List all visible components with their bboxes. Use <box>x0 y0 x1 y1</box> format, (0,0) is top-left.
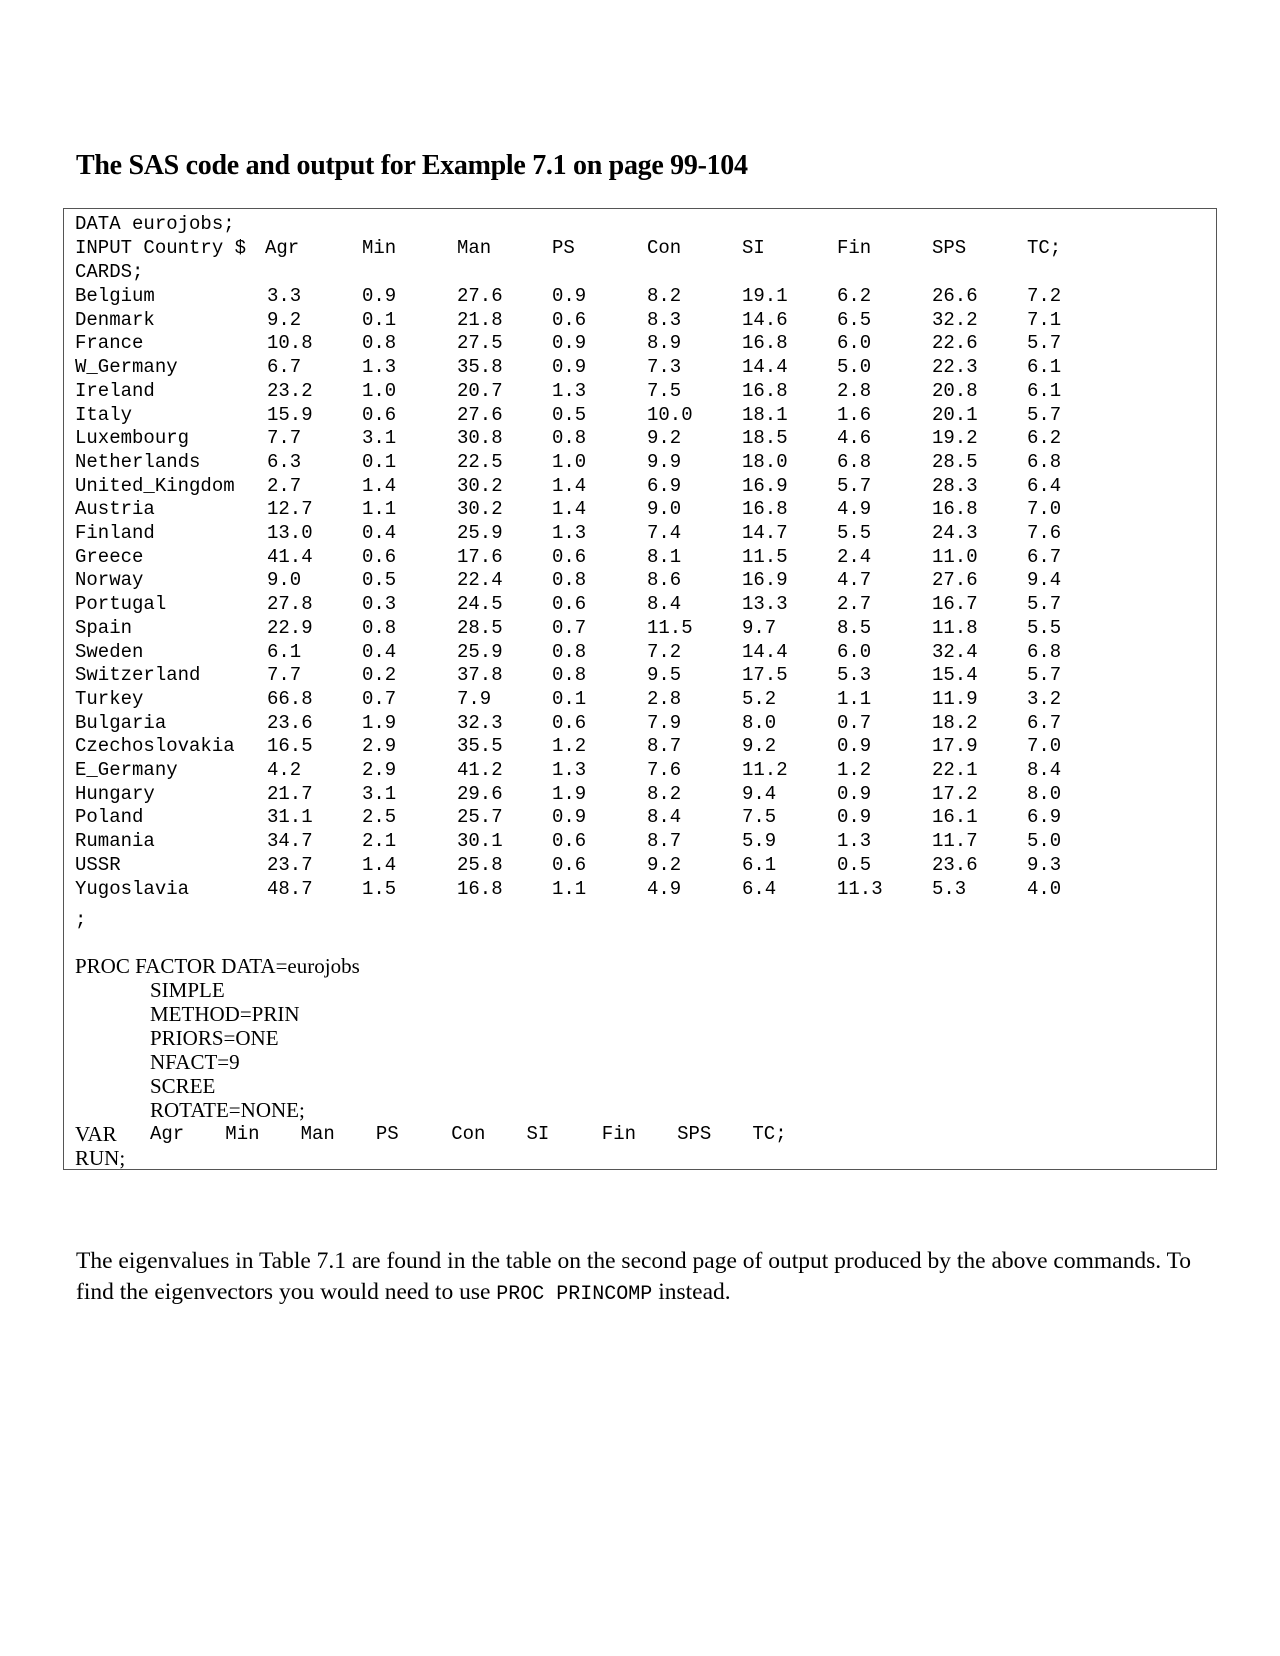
value-cell: 6.1 <box>267 640 302 663</box>
value-cell: 32.4 <box>932 640 978 663</box>
value-cell: 41.2 <box>457 759 503 781</box>
value-cell: 17.2 <box>932 782 978 805</box>
country-cell: Bulgaria <box>75 711 167 734</box>
value-cell: 0.1 <box>362 308 397 331</box>
cards-statement: CARDS; <box>75 261 144 283</box>
value-cell: 11.8 <box>932 616 978 639</box>
value-cell: 8.6 <box>647 569 682 592</box>
input-statement: INPUT Country $ <box>75 237 247 259</box>
value-cell: 22.5 <box>457 450 503 473</box>
proc-option: SIMPLE <box>150 978 225 1002</box>
value-cell: 15.4 <box>932 664 978 687</box>
value-cell: 21.8 <box>457 308 503 331</box>
value-cell: 5.5 <box>837 522 872 544</box>
value-cell: 27.5 <box>457 332 503 355</box>
value-cell: 0.1 <box>362 450 397 473</box>
value-cell: 5.5 <box>1027 616 1062 639</box>
country-cell: E_Germany <box>75 759 178 781</box>
value-cell: 6.3 <box>267 450 302 473</box>
value-cell: 1.3 <box>837 830 872 853</box>
value-cell: 16.8 <box>742 498 788 521</box>
value-cell: 11.5 <box>647 616 693 639</box>
value-cell: 8.4 <box>647 806 682 829</box>
value-cell: 2.8 <box>647 687 682 710</box>
var-variable: PS <box>375 1123 399 1145</box>
input-variable: Agr <box>265 237 300 259</box>
value-cell: 6.8 <box>837 450 872 473</box>
value-cell: 29.6 <box>457 782 503 805</box>
value-cell: 2.9 <box>362 759 397 781</box>
value-cell: 9.0 <box>647 498 682 521</box>
value-cell: 28.5 <box>457 616 503 639</box>
value-cell: 0.7 <box>362 687 397 710</box>
value-cell: 1.4 <box>362 474 397 497</box>
var-variable: SPS <box>677 1123 712 1145</box>
value-cell: 8.7 <box>647 735 682 758</box>
note-text: The eigenvalues in Table 7.1 are found in the table on the second page of output produced by the above commands. To find the eigenvectors you would need to use <box>76 1247 1192 1305</box>
country-cell: United_Kingdom <box>75 474 235 497</box>
value-cell: 24.3 <box>932 522 978 544</box>
value-cell: 28.3 <box>932 474 978 497</box>
value-cell: 10.0 <box>647 403 693 426</box>
value-cell: 8.7 <box>647 830 682 853</box>
value-cell: 3.1 <box>362 782 397 805</box>
value-cell: 7.2 <box>1027 285 1062 307</box>
value-cell: 0.6 <box>552 853 587 876</box>
value-cell: 0.6 <box>552 545 587 568</box>
value-cell: 0.5 <box>837 853 872 876</box>
var-variable: Fin <box>601 1123 637 1145</box>
value-cell: 7.1 <box>1027 308 1062 331</box>
input-variable: SPS <box>932 237 967 259</box>
value-cell: 23.2 <box>267 379 313 402</box>
value-cell: 1.0 <box>552 450 587 473</box>
input-variable: Man <box>457 237 492 259</box>
value-cell: 1.3 <box>552 379 587 402</box>
value-cell: 9.2 <box>647 853 682 876</box>
value-cell: 30.2 <box>457 498 503 521</box>
value-cell: 3.1 <box>362 427 397 450</box>
value-cell: 5.9 <box>742 830 777 853</box>
value-cell: 7.3 <box>647 356 682 379</box>
value-cell: 20.7 <box>457 379 503 402</box>
country-cell: W_Germany <box>75 356 178 379</box>
country-cell: Netherlands <box>75 450 201 473</box>
value-cell: 22.6 <box>932 332 978 355</box>
value-cell: 5.3 <box>932 877 967 900</box>
code-box <box>63 208 1217 1170</box>
value-cell: 0.9 <box>552 806 587 829</box>
value-cell: 13.3 <box>742 593 788 616</box>
value-cell: 27.6 <box>457 285 503 307</box>
value-cell: 9.9 <box>647 450 682 473</box>
value-cell: 4.6 <box>837 427 872 450</box>
value-cell: 1.1 <box>552 877 587 900</box>
country-cell: Ireland <box>75 379 155 402</box>
value-cell: 1.3 <box>552 522 587 544</box>
value-cell: 2.9 <box>362 735 397 758</box>
value-cell: 1.4 <box>362 853 397 876</box>
value-cell: 27.6 <box>932 569 978 592</box>
value-cell: 7.9 <box>647 711 682 734</box>
value-cell: 18.0 <box>742 450 788 473</box>
value-cell: 2.4 <box>837 545 872 568</box>
value-cell: 0.4 <box>362 640 397 663</box>
value-cell: 5.0 <box>1027 830 1062 853</box>
value-cell: 20.8 <box>932 379 978 402</box>
run-statement: RUN; <box>75 1146 126 1170</box>
value-cell: 8.9 <box>647 332 682 355</box>
country-cell: Portugal <box>75 593 167 616</box>
var-variable: SI <box>526 1123 550 1145</box>
value-cell: 0.9 <box>837 806 872 829</box>
value-cell: 4.2 <box>267 759 302 781</box>
value-cell: 0.8 <box>362 616 397 639</box>
input-variable: TC; <box>1027 237 1062 259</box>
value-cell: 6.8 <box>1027 450 1062 473</box>
value-cell: 30.8 <box>457 427 503 450</box>
value-cell: 7.2 <box>647 640 682 663</box>
value-cell: 2.1 <box>362 830 397 853</box>
value-cell: 9.4 <box>742 782 777 805</box>
value-cell: 1.5 <box>362 877 397 900</box>
value-cell: 1.2 <box>837 759 872 781</box>
var-variable: Con <box>451 1123 486 1145</box>
value-cell: 9.7 <box>742 616 777 639</box>
var-variable: Agr <box>150 1123 185 1145</box>
value-cell: 4.7 <box>837 569 872 592</box>
input-variable: Min <box>362 237 397 259</box>
value-cell: 2.8 <box>837 379 872 402</box>
value-cell: 11.2 <box>742 759 788 781</box>
value-cell: 17.9 <box>932 735 978 758</box>
value-cell: 6.1 <box>1027 356 1062 379</box>
value-cell: 41.4 <box>267 545 313 568</box>
value-cell: 21.7 <box>267 782 313 805</box>
country-cell: Yugoslavia <box>75 877 190 900</box>
value-cell: 0.7 <box>837 711 872 734</box>
value-cell: 8.0 <box>742 711 777 734</box>
value-cell: 5.0 <box>837 356 872 379</box>
value-cell: 1.6 <box>837 403 872 426</box>
value-cell: 0.6 <box>552 830 587 853</box>
value-cell: 16.8 <box>742 332 788 355</box>
country-cell: Czechoslovakia <box>75 735 235 758</box>
value-cell: 1.9 <box>552 782 587 805</box>
value-cell: 16.8 <box>932 498 978 521</box>
value-cell: 5.7 <box>1027 403 1062 426</box>
value-cell: 0.8 <box>552 427 587 450</box>
input-variable: Fin <box>837 237 872 259</box>
value-cell: 4.9 <box>647 877 682 900</box>
value-cell: 25.9 <box>457 640 503 663</box>
country-cell: Belgium <box>75 285 155 307</box>
country-cell: Norway <box>75 569 144 592</box>
value-cell: 27.6 <box>457 403 503 426</box>
value-cell: 17.5 <box>742 664 788 687</box>
value-cell: 19.2 <box>932 427 978 450</box>
value-cell: 23.7 <box>267 853 313 876</box>
country-cell: Austria <box>75 498 155 521</box>
value-cell: 11.0 <box>932 545 978 568</box>
country-cell: Finland <box>75 522 155 544</box>
value-cell: 24.5 <box>457 593 503 616</box>
value-cell: 5.7 <box>837 474 872 497</box>
input-variable: PS <box>552 237 575 259</box>
value-cell: 22.4 <box>457 569 503 592</box>
value-cell: 0.9 <box>552 332 587 355</box>
value-cell: 6.1 <box>1027 379 1062 402</box>
value-cell: 9.2 <box>742 735 777 758</box>
value-cell: 7.7 <box>267 664 302 687</box>
value-cell: 0.9 <box>552 356 587 379</box>
value-cell: 16.9 <box>742 474 788 497</box>
value-cell: 0.8 <box>552 640 587 663</box>
value-cell: 66.8 <box>267 687 313 710</box>
value-cell: 8.3 <box>647 308 682 331</box>
value-cell: 16.8 <box>742 379 788 402</box>
value-cell: 16.5 <box>267 735 313 758</box>
data-terminator: ; <box>75 909 87 931</box>
country-cell: Poland <box>75 806 144 829</box>
value-cell: 7.0 <box>1027 735 1062 758</box>
value-cell: 8.0 <box>1027 782 1062 805</box>
value-cell: 35.8 <box>457 356 503 379</box>
value-cell: 1.1 <box>837 687 872 710</box>
value-cell: 2.5 <box>362 806 397 829</box>
value-cell: 7.4 <box>647 522 682 544</box>
value-cell: 0.9 <box>837 735 872 758</box>
value-cell: 0.1 <box>552 687 587 710</box>
value-cell: 1.2 <box>552 735 587 758</box>
country-cell: Sweden <box>75 640 144 663</box>
value-cell: 6.2 <box>837 285 872 307</box>
data-statement: DATA eurojobs; <box>75 213 235 235</box>
page-title: The SAS code and output for Example 7.1 on page 99-104 <box>76 150 748 181</box>
value-cell: 0.2 <box>362 664 397 687</box>
value-cell: 25.8 <box>457 853 503 876</box>
value-cell: 0.5 <box>362 569 397 592</box>
input-variable: Con <box>647 237 682 259</box>
proc-option: ROTATE=NONE; <box>150 1098 305 1122</box>
value-cell: 5.7 <box>1027 593 1062 616</box>
value-cell: 11.3 <box>837 877 883 900</box>
value-cell: 23.6 <box>932 853 978 876</box>
value-cell: 8.4 <box>1027 759 1062 781</box>
country-cell: Italy <box>75 403 133 426</box>
value-cell: 35.5 <box>457 735 503 758</box>
value-cell: 6.8 <box>1027 640 1062 663</box>
value-cell: 16.8 <box>457 877 503 900</box>
value-cell: 15.9 <box>267 403 313 426</box>
value-cell: 37.8 <box>457 664 503 687</box>
value-cell: 48.7 <box>267 877 313 900</box>
value-cell: 0.7 <box>552 616 587 639</box>
value-cell: 0.5 <box>552 403 587 426</box>
explanation-note <box>76 1246 1206 1310</box>
value-cell: 6.9 <box>647 474 682 497</box>
country-cell: Spain <box>75 616 133 639</box>
value-cell: 7.0 <box>1027 498 1062 521</box>
value-cell: 6.4 <box>742 877 777 900</box>
value-cell: 9.2 <box>647 427 682 450</box>
value-cell: 1.4 <box>552 498 587 521</box>
value-cell: 6.7 <box>267 356 302 379</box>
value-cell: 7.5 <box>647 379 682 402</box>
value-cell: 11.7 <box>932 830 978 853</box>
input-variable: SI <box>742 237 765 259</box>
value-cell: 32.2 <box>932 308 978 331</box>
value-cell: 7.6 <box>647 759 682 781</box>
value-cell: 18.2 <box>932 711 978 734</box>
value-cell: 5.7 <box>1027 664 1062 687</box>
value-cell: 14.6 <box>742 308 788 331</box>
value-cell: 30.1 <box>457 830 503 853</box>
value-cell: 6.1 <box>742 853 777 876</box>
value-cell: 0.8 <box>552 664 587 687</box>
country-cell: USSR <box>75 853 121 876</box>
note-code: PROC PRINCOMP <box>496 1282 653 1306</box>
value-cell: 9.0 <box>267 569 302 592</box>
value-cell: 16.7 <box>932 593 978 616</box>
value-cell: 6.5 <box>837 308 872 331</box>
value-cell: 26.6 <box>932 285 978 307</box>
value-cell: 5.2 <box>742 687 777 710</box>
value-cell: 8.2 <box>647 782 682 805</box>
value-cell: 22.9 <box>267 616 313 639</box>
value-cell: 5.7 <box>1027 332 1062 355</box>
country-cell: Rumania <box>75 830 155 853</box>
country-cell: Denmark <box>75 308 155 331</box>
value-cell: 1.3 <box>362 356 397 379</box>
value-cell: 9.4 <box>1027 569 1062 592</box>
value-cell: 8.1 <box>647 545 682 568</box>
value-cell: 9.5 <box>647 664 682 687</box>
var-variable: TC; <box>752 1123 787 1145</box>
value-cell: 0.8 <box>362 332 397 355</box>
proc-option: METHOD=PRIN <box>150 1002 300 1026</box>
value-cell: 6.0 <box>837 640 872 663</box>
value-cell: 10.8 <box>267 332 313 355</box>
value-cell: 0.9 <box>362 285 397 307</box>
value-cell: 1.0 <box>362 379 397 402</box>
value-cell: 6.4 <box>1027 474 1062 497</box>
value-cell: 34.7 <box>267 830 313 853</box>
value-cell: 0.6 <box>552 308 587 331</box>
value-cell: 6.2 <box>1027 427 1062 450</box>
country-cell: Hungary <box>75 782 155 805</box>
value-cell: 0.9 <box>837 782 872 805</box>
value-cell: 13.0 <box>267 522 313 544</box>
value-cell: 1.9 <box>362 711 397 734</box>
value-cell: 9.2 <box>267 308 302 331</box>
value-cell: 14.4 <box>742 356 788 379</box>
value-cell: 1.3 <box>552 759 587 781</box>
value-cell: 8.4 <box>647 593 682 616</box>
value-cell: 7.9 <box>457 687 492 710</box>
country-cell: Switzerland <box>75 664 201 687</box>
value-cell: 22.3 <box>932 356 978 379</box>
value-cell: 11.9 <box>932 687 978 710</box>
value-cell: 28.5 <box>932 450 978 473</box>
proc-factor-statement: PROC FACTOR DATA=eurojobs <box>75 954 360 978</box>
country-cell: France <box>75 332 144 355</box>
proc-option: NFACT=9 <box>150 1050 240 1074</box>
value-cell: 8.2 <box>647 285 682 307</box>
proc-option: SCREE <box>150 1074 216 1098</box>
value-cell: 18.1 <box>742 403 788 426</box>
value-cell: 27.8 <box>267 593 313 616</box>
value-cell: 1.1 <box>362 498 397 521</box>
value-cell: 17.6 <box>457 545 503 568</box>
value-cell: 0.4 <box>362 522 397 544</box>
value-cell: 12.7 <box>267 498 313 521</box>
country-cell: Greece <box>75 545 144 568</box>
value-cell: 2.7 <box>837 593 872 616</box>
value-cell: 23.6 <box>267 711 313 734</box>
value-cell: 3.2 <box>1027 687 1062 710</box>
var-keyword: VAR <box>75 1122 117 1146</box>
value-cell: 7.7 <box>267 427 302 450</box>
value-cell: 14.4 <box>742 640 788 663</box>
country-cell: Turkey <box>75 687 144 710</box>
value-cell: 4.9 <box>837 498 872 521</box>
value-cell: 32.3 <box>457 711 503 734</box>
value-cell: 7.6 <box>1027 522 1062 544</box>
value-cell: 16.1 <box>932 806 978 829</box>
value-cell: 0.9 <box>552 285 587 307</box>
country-cell: Luxembourg <box>75 427 190 450</box>
value-cell: 3.3 <box>267 285 302 307</box>
value-cell: 5.3 <box>837 664 872 687</box>
value-cell: 8.5 <box>837 616 872 639</box>
value-cell: 1.4 <box>552 474 587 497</box>
value-cell: 7.5 <box>742 806 777 829</box>
value-cell: 30.2 <box>457 474 503 497</box>
var-variable: Min <box>225 1123 260 1145</box>
value-cell: 0.6 <box>362 545 397 568</box>
proc-option: PRIORS=ONE <box>150 1026 279 1050</box>
value-cell: 0.6 <box>552 593 587 616</box>
value-cell: 9.3 <box>1027 853 1062 876</box>
value-cell: 31.1 <box>267 806 313 829</box>
value-cell: 0.8 <box>552 569 587 592</box>
var-variable: Man <box>300 1123 335 1145</box>
value-cell: 18.5 <box>742 427 788 450</box>
value-cell: 16.9 <box>742 569 788 592</box>
value-cell: 20.1 <box>932 403 978 426</box>
value-cell: 6.0 <box>837 332 872 355</box>
value-cell: 11.5 <box>742 545 788 568</box>
value-cell: 2.7 <box>267 474 302 497</box>
value-cell: 0.3 <box>362 593 397 616</box>
value-cell: 6.7 <box>1027 711 1062 734</box>
value-cell: 4.0 <box>1027 877 1062 900</box>
value-cell: 22.1 <box>932 759 978 781</box>
value-cell: 6.9 <box>1027 806 1062 829</box>
value-cell: 14.7 <box>742 522 788 544</box>
value-cell: 19.1 <box>742 285 788 307</box>
note-text-end: instead. <box>652 1278 731 1305</box>
value-cell: 6.7 <box>1027 545 1062 568</box>
value-cell: 25.7 <box>457 806 503 829</box>
value-cell: 25.9 <box>457 522 503 544</box>
value-cell: 0.6 <box>362 403 397 426</box>
value-cell: 0.6 <box>552 711 587 734</box>
